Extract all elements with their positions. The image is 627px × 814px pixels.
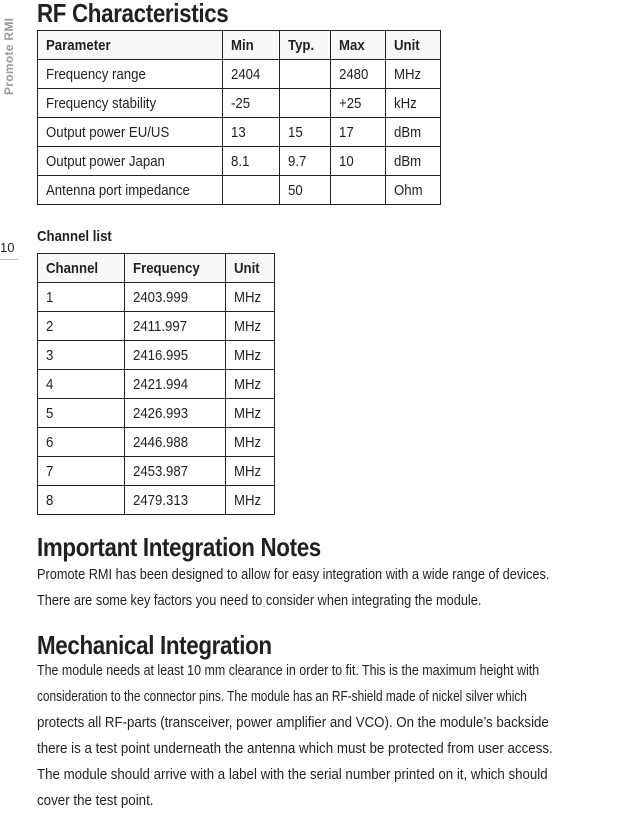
table-cell: +25 (331, 89, 386, 118)
table-cell: Frequency stability (38, 89, 223, 118)
paragraph-line: Promote RMI has been designed to allow for easy integration with a wide range of devices. (37, 566, 550, 583)
column-header-parameter: Parameter (38, 31, 223, 60)
table-cell: 4 (38, 370, 125, 399)
table-cell: 50 (280, 176, 331, 205)
column-header-channel: Channel (38, 254, 125, 283)
table-cell: 2480 (331, 60, 386, 89)
table-row (38, 428, 275, 457)
paragraph-line: The module should arrive with a label with the serial number printed on it, which should (37, 766, 548, 783)
table-row (38, 341, 275, 370)
paragraph-line: there is a test point underneath the antenna which must be protected from user access. (37, 740, 553, 757)
table-row (38, 457, 275, 486)
table-cell: 2426.993 (125, 399, 226, 428)
table-row (38, 283, 275, 312)
integration-notes-body (37, 562, 627, 614)
table-cell (280, 60, 331, 89)
table-header-row (38, 31, 441, 60)
table-cell: 2416.995 (125, 341, 226, 370)
paragraph-line: The module needs at least 10 mm clearance in order to fit. This is the maximum height with (37, 662, 540, 679)
mechanical-integration-body (37, 658, 627, 814)
table-cell: MHz (226, 428, 275, 457)
table-cell: dBm (386, 147, 441, 176)
table-header-row (38, 254, 275, 283)
table-row (38, 118, 441, 147)
paragraph-line: cover the test point. (37, 792, 154, 809)
page-number-divider (0, 259, 18, 260)
channel-list-heading: Channel list (37, 228, 112, 245)
table-cell: Output power EU/US (38, 118, 223, 147)
mechanical-integration-heading: Mechanical Integration (37, 630, 272, 660)
table-cell: Ohm (386, 176, 441, 205)
table-cell: Frequency range (38, 60, 223, 89)
paragraph-line: protects all RF-parts (transceiver, power amplifier and VCO). On the module’s backside (37, 714, 549, 731)
rf-characteristics-heading: RF Characteristics (37, 0, 229, 28)
column-header-max: Max (331, 31, 386, 60)
table-cell: 8 (38, 486, 125, 515)
column-header-typ: Typ. (280, 31, 331, 60)
table-cell: Antenna port impedance (38, 176, 223, 205)
table-cell: MHz (226, 312, 275, 341)
table-cell: 2446.988 (125, 428, 226, 457)
table-cell: MHz (226, 283, 275, 312)
table-cell: 8.1 (223, 147, 280, 176)
table-cell: dBm (386, 118, 441, 147)
column-header-frequency: Frequency (125, 254, 226, 283)
table-cell (223, 176, 280, 205)
table-cell: 3 (38, 341, 125, 370)
table-cell: 9.7 (280, 147, 331, 176)
table-cell: 7 (38, 457, 125, 486)
table-row (38, 486, 275, 515)
table-cell: 15 (280, 118, 331, 147)
table-row (38, 176, 441, 205)
integration-notes-heading: Important Integration Notes (37, 532, 321, 562)
table-row (38, 399, 275, 428)
table-cell: 10 (331, 147, 386, 176)
table-cell: MHz (226, 370, 275, 399)
table-cell: MHz (226, 457, 275, 486)
table-cell: 6 (38, 428, 125, 457)
table-row (38, 60, 441, 89)
table-row (38, 147, 441, 176)
table-cell (331, 176, 386, 205)
table-cell: 17 (331, 118, 386, 147)
page-number: 10 (0, 240, 15, 255)
table-cell: 2411.997 (125, 312, 226, 341)
column-header-unit: Unit (226, 254, 275, 283)
table-cell: MHz (226, 399, 275, 428)
table-cell: MHz (226, 486, 275, 515)
table-cell: MHz (226, 341, 275, 370)
column-header-unit: Unit (386, 31, 441, 60)
table-cell: 5 (38, 399, 125, 428)
rf-characteristics-table (37, 30, 441, 205)
table-row (38, 312, 275, 341)
table-cell: 2403.999 (125, 283, 226, 312)
table-cell: 2479.313 (125, 486, 226, 515)
table-cell: kHz (386, 89, 441, 118)
channel-list-table (37, 253, 275, 515)
sidebar-product-label: Promote RMI (2, 17, 16, 95)
column-header-min: Min (223, 31, 280, 60)
table-cell: Output power Japan (38, 147, 223, 176)
table-cell: 2421.994 (125, 370, 226, 399)
table-row (38, 89, 441, 118)
table-cell: 2453.987 (125, 457, 226, 486)
table-cell (280, 89, 331, 118)
paragraph-line: There are some key factors you need to consider when integrating the module. (37, 592, 482, 609)
table-cell: 2 (38, 312, 125, 341)
table-cell: -25 (223, 89, 280, 118)
table-cell: MHz (386, 60, 441, 89)
table-cell: 13 (223, 118, 280, 147)
table-cell: 1 (38, 283, 125, 312)
table-cell: 2404 (223, 60, 280, 89)
paragraph-line: consideration to the connector pins. The module has an RF-shield made of nickel silver which (37, 688, 527, 705)
table-row (38, 370, 275, 399)
